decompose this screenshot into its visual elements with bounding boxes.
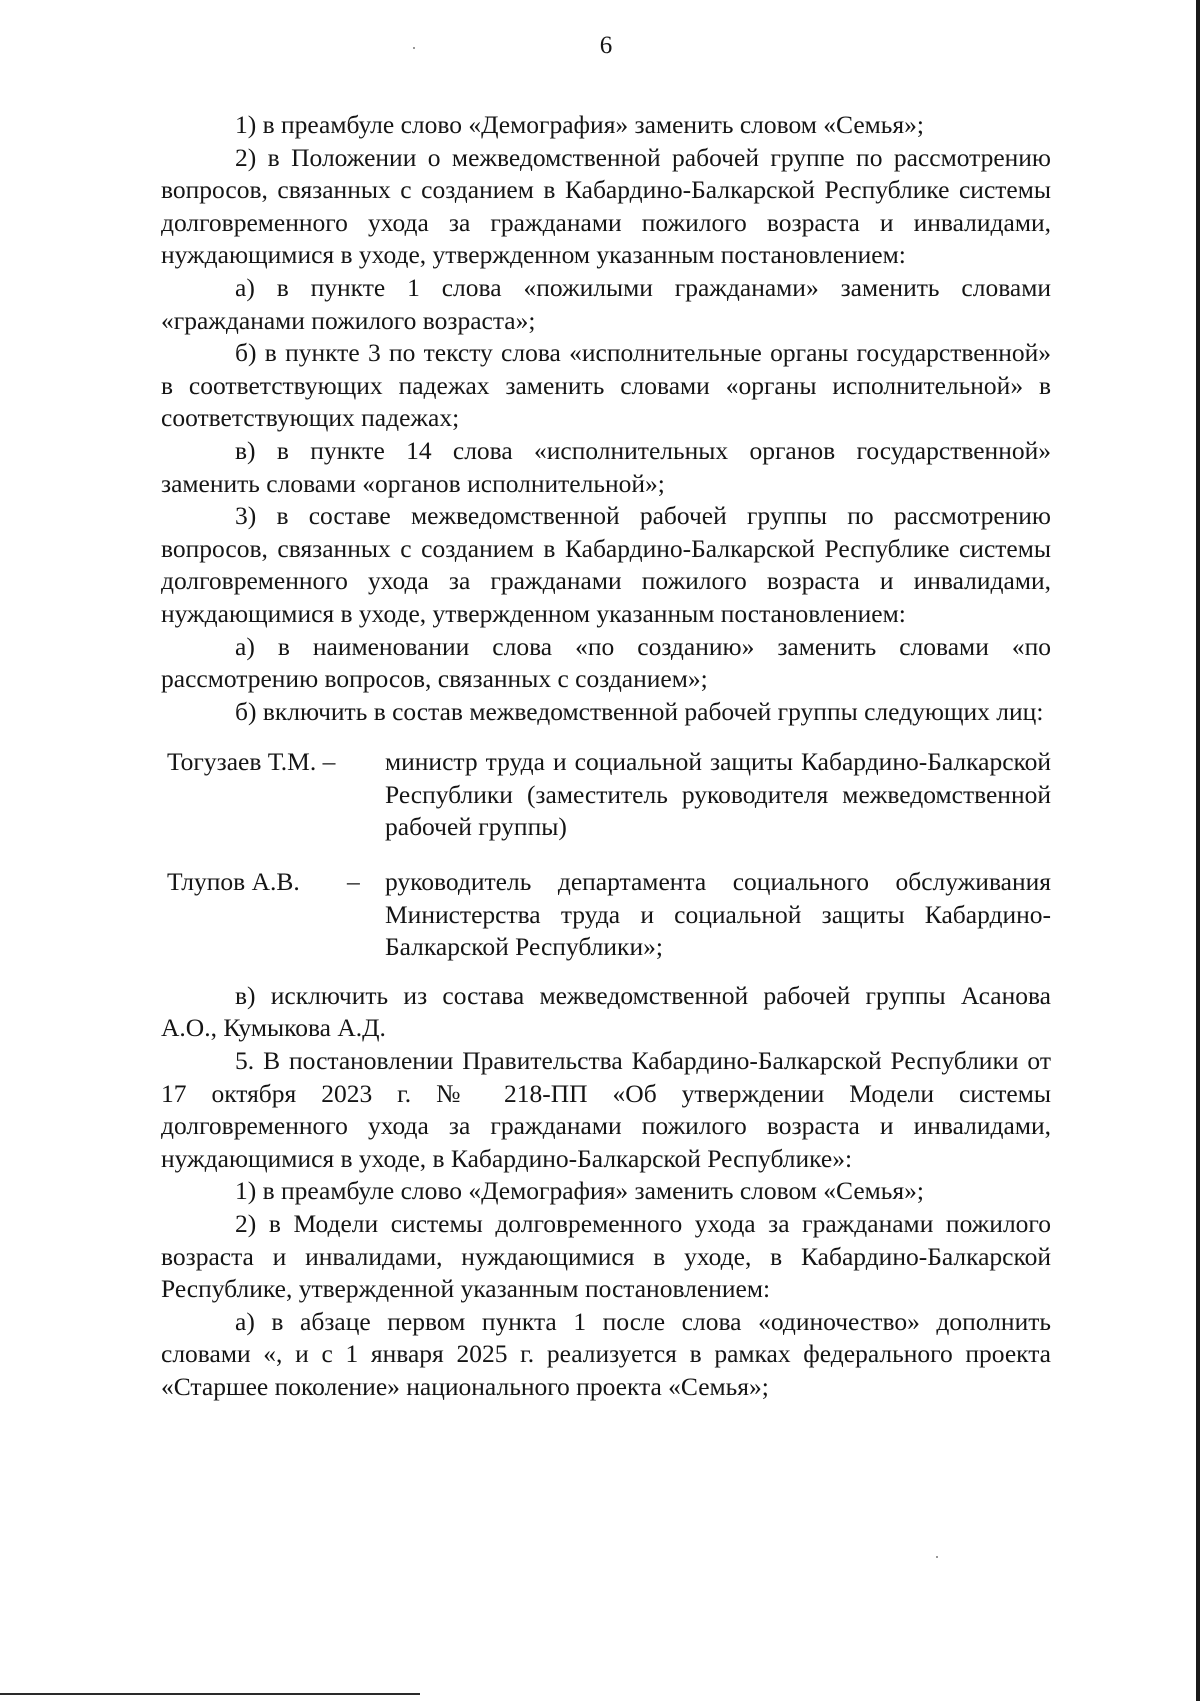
paragraph: 1) в преамбуле слово «Демография» заменить словом «Семья»; xyxy=(235,1176,924,1206)
member-name: Тлупов А.В. xyxy=(167,867,300,897)
member-name: Тогузаев Т.М. – xyxy=(167,747,336,777)
member-role: министр труда и социальной защиты Кабардино-Балкарской Республики (заместитель руководителя межведомственной рабочей группы) xyxy=(385,747,1051,842)
paragraph: а) в наименовании слова «по созданию» заменить словами «по рассмотрению вопросов, связанных с созданием»; xyxy=(161,631,1051,694)
paragraph: 5. В постановлении Правительства Кабардино-Балкарской Республики от 17 октября 2023 г. № 218-ПП «Об утверждении Модели системы долговременного ухода за гражданами пожилого возраста и инвалидами, нуждающимися в уходе, в Кабардино-Балкарской Республике»: xyxy=(161,1046,1051,1173)
member-role: руководитель департамента социального обслуживания Министерства труда и социальной защиты Кабардино-Балкарской Республики»; xyxy=(385,867,1051,962)
document-body xyxy=(161,109,1051,1404)
scan-bottom-rule xyxy=(0,1693,420,1695)
paragraph: 2) в Положении о межведомственной рабочей группе по рассмотрению вопросов, связанных с созданием в Кабардино-Балкарской Республике системы долговременного ухода за гражданами пожилого возраста и инвалидами, нуждающимися в уходе, утвержденном указанным постановлением: xyxy=(161,142,1051,270)
paragraph: б) включить в состав межведомственной рабочей группы следующих лиц: xyxy=(235,696,1044,726)
paragraph: 3) в составе межведомственной рабочей группы по рассмотрению вопросов, связанных с созданием в Кабардино-Балкарской Республике системы долговременного ухода за гражданами пожилого возраста и инвалидами, нуждающимися в уходе, утвержденном указанным постановлением: xyxy=(161,501,1051,628)
member-dash: – xyxy=(347,867,360,897)
paragraph: б) в пункте 3 по тексту слова «исполнительные органы государственной» в соответствующих падежах заменить словами «органы исполнительной» в соответствующих падежах; xyxy=(161,338,1051,433)
member-entry xyxy=(161,746,1051,844)
page-number: 6 xyxy=(599,32,613,59)
scan-speck xyxy=(936,1556,938,1558)
paragraph: 1) в преамбуле слово «Демография» заменить словом «Семья»; xyxy=(235,110,924,139)
paragraph: а) в абзаце первом пункта 1 после слова «одиночество» дополнить словами «, и с 1 января 2025 г. реализуется в рамках федерального проекта «Старшее поколение» национального проекта «Семья»; xyxy=(161,1306,1051,1401)
paragraph: в) исключить из состава межведомственной рабочей группы Асанова А.О., Кумыкова А.Д. xyxy=(161,980,1051,1043)
scan-page-edge xyxy=(1196,0,1200,1701)
paragraph: а) в пункте 1 слова «пожилыми гражданами» заменить словами «гражданами пожилого возраста»; xyxy=(161,272,1051,335)
paragraph: 2) в Модели системы долговременного ухода за гражданами пожилого возраста и инвалидами, нуждающимися в уходе, в Кабардино-Балкарской Республике, утвержденной указанным постановлением: xyxy=(161,1209,1051,1304)
paragraph: в) в пункте 14 слова «исполнительных органов государственной» заменить словами «органов исполнительной»; xyxy=(161,435,1051,498)
member-entry xyxy=(161,866,1051,964)
